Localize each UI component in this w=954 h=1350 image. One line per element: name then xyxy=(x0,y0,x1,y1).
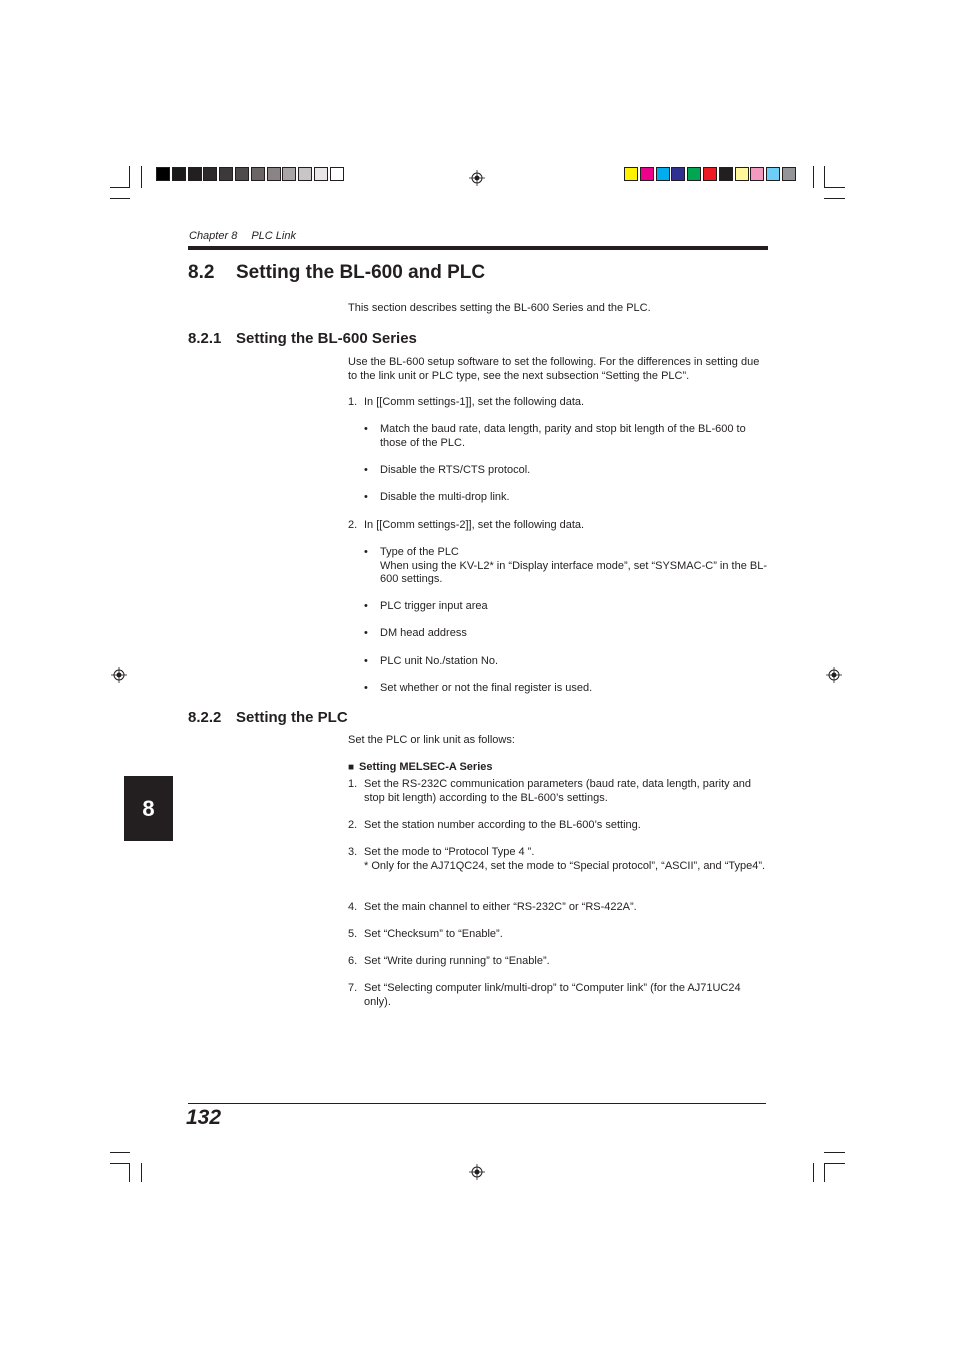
list-item-text: In [[Comm settings-1]], set the following data. xyxy=(364,396,585,408)
bullet-icon: • xyxy=(364,423,368,435)
color-swatch xyxy=(219,167,233,181)
list-marker: 3. xyxy=(348,846,358,858)
color-swatch xyxy=(267,167,281,181)
bullet-text: Disable the RTS/CTS protocol. xyxy=(380,464,531,476)
color-swatch xyxy=(314,167,328,181)
color-swatch xyxy=(687,167,701,181)
bullet-icon: • xyxy=(364,682,368,694)
bullet-text: Type of the PLC When using the KV-L2* in “Display interface mode”, set “SYSMAC-C” in the BL-600 settings. xyxy=(380,546,767,585)
color-swatch xyxy=(298,167,312,181)
subsection-title-text: Setting the BL-600 Series xyxy=(236,330,417,347)
color-swatch xyxy=(719,167,733,181)
bullet-text: DM head address xyxy=(380,627,467,639)
registration-mark-icon xyxy=(469,170,485,186)
chapter-tab: 8 xyxy=(124,776,173,841)
color-swatch xyxy=(203,167,217,181)
bullet-text: Disable the multi-drop link. xyxy=(380,491,510,503)
list-item-text: Set “Selecting computer link/multi-drop” to “Computer link” (for the AJ71UC24 only). xyxy=(364,982,741,1008)
list-item-text: Set “Write during running” to “Enable”. xyxy=(364,955,550,967)
subsection-intro: Set the PLC or link unit as follows: xyxy=(348,734,515,746)
registration-mark-icon xyxy=(469,1164,485,1180)
color-swatch xyxy=(750,167,764,181)
footer-rule xyxy=(188,1103,766,1104)
bullet-icon: • xyxy=(364,627,368,639)
color-swatch xyxy=(188,167,202,181)
subsection-number: 8.2.2 xyxy=(188,709,222,726)
list-marker: 7. xyxy=(348,982,358,994)
section-intro: This section describes setting the BL-600 Series and the PLC. xyxy=(348,302,651,314)
bullet-text: Set whether or not the final register is used. xyxy=(380,682,593,694)
list-marker: 2. xyxy=(348,519,358,531)
list-item-text: Set the RS-232C communication parameters (baud rate, data length, parity and stop bit length) according to the BL-600’s settings. xyxy=(364,778,752,804)
color-swatch xyxy=(172,167,186,181)
list-marker: 2. xyxy=(348,819,358,831)
list-item-text: Set “Checksum” to “Enable”. xyxy=(364,928,503,940)
list-item-text: Set the mode to “Protocol Type 4 ”. * Only for the AJ71QC24, set the mode to “Special protocol”, “ASCII”, and “Type4”. xyxy=(364,846,766,872)
section-title xyxy=(188,262,485,284)
page-number: 132 xyxy=(186,1106,222,1129)
melsec-heading xyxy=(348,761,493,773)
list-item-text: Set the station number according to the BL-600’s setting. xyxy=(364,819,641,831)
bullet-icon: • xyxy=(364,464,368,476)
chapter-label: Chapter 8 xyxy=(189,230,238,242)
color-swatch xyxy=(703,167,717,181)
color-swatch xyxy=(235,167,249,181)
color-swatch xyxy=(640,167,654,181)
section-title-text: Setting the BL-600 and PLC xyxy=(236,262,486,283)
color-swatch xyxy=(251,167,265,181)
section-number: 8.2 xyxy=(188,262,215,283)
chapter-title: PLC Link xyxy=(251,230,296,242)
bullet-icon: • xyxy=(364,546,368,558)
bullet-text: Match the baud rate, data length, parity and stop bit length of the BL-600 to those of the PLC. xyxy=(380,423,746,449)
color-swatch xyxy=(156,167,170,181)
bullet-icon: • xyxy=(364,655,368,667)
bullet-text: PLC unit No./station No. xyxy=(380,655,499,667)
header-rule xyxy=(188,246,768,250)
list-marker: 5. xyxy=(348,928,358,940)
subsection-title-text: Setting the PLC xyxy=(236,709,348,726)
color-swatch xyxy=(671,167,685,181)
color-swatch xyxy=(782,167,796,181)
subsection-intro: Use the BL-600 setup software to set the following. For the differences in setting due to the link unit or PLC type, see the next subsection “Setting the PLC”. xyxy=(348,356,760,382)
melsec-heading-text: Setting MELSEC-A Series xyxy=(359,761,493,773)
list-marker: 4. xyxy=(348,901,358,913)
subsection-title xyxy=(188,709,348,726)
registration-mark-icon xyxy=(111,667,127,683)
color-swatch xyxy=(766,167,780,181)
running-header xyxy=(189,230,310,242)
color-swatch xyxy=(330,167,344,181)
subsection-title xyxy=(188,330,417,347)
color-swatch xyxy=(624,167,638,181)
list-item-text: In [[Comm settings-2]], set the following data. xyxy=(364,519,585,531)
color-swatch xyxy=(735,167,749,181)
bullet-icon: • xyxy=(364,491,368,503)
square-bullet-icon: ■ xyxy=(348,762,355,773)
subsection-number: 8.2.1 xyxy=(188,330,222,347)
color-swatch xyxy=(282,167,296,181)
list-marker: 1. xyxy=(348,396,358,408)
bullet-icon: • xyxy=(364,600,368,612)
list-marker: 6. xyxy=(348,955,358,967)
list-item-text: Set the main channel to either “RS-232C” or “RS-422A”. xyxy=(364,901,637,913)
list-marker: 1. xyxy=(348,778,358,790)
bullet-text: PLC trigger input area xyxy=(380,600,488,612)
registration-mark-icon xyxy=(826,667,842,683)
color-swatch xyxy=(656,167,670,181)
